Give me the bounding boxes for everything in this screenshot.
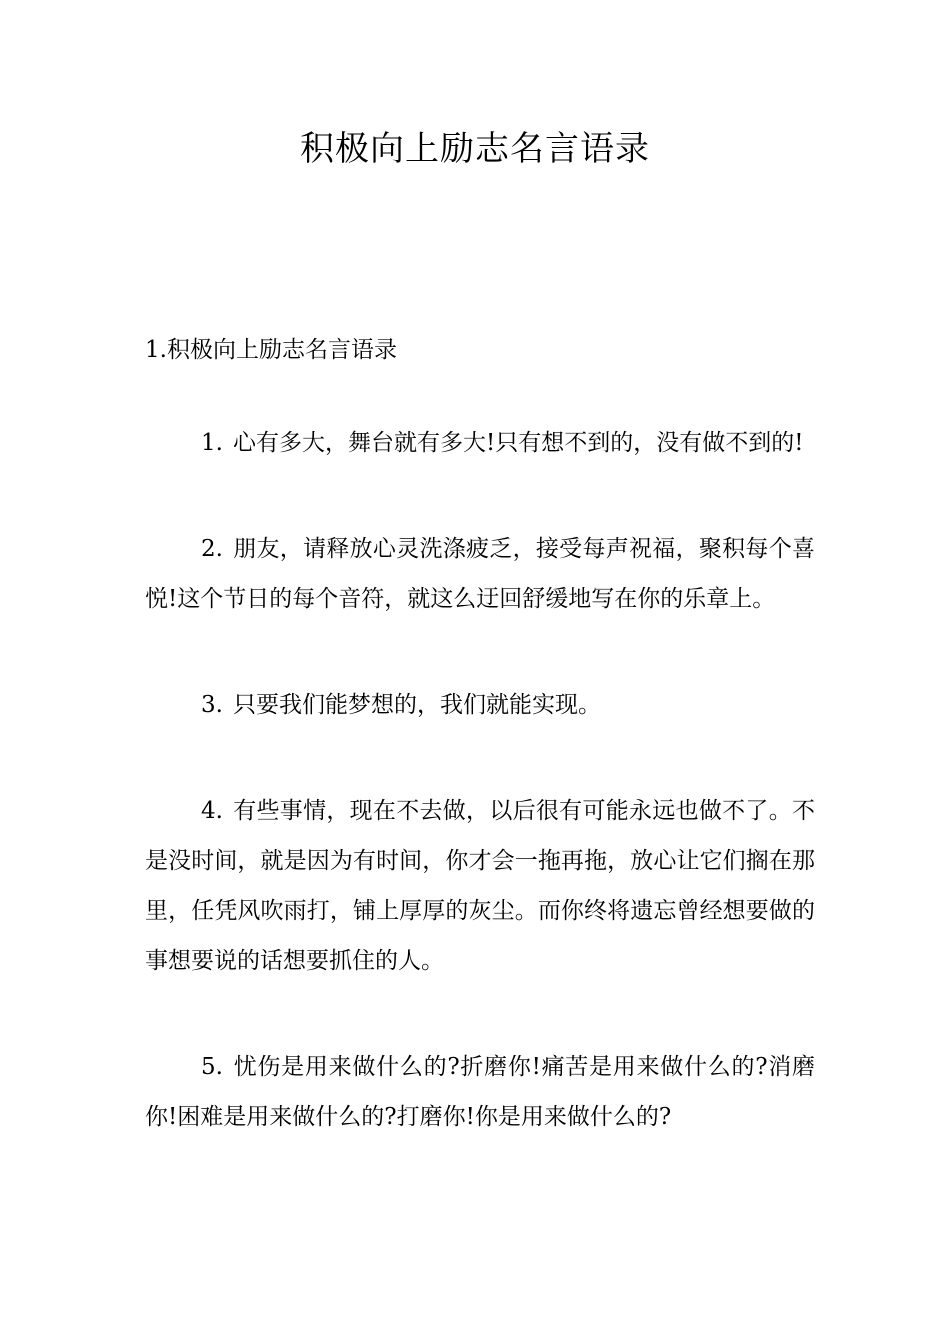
section-heading: 1.积极向上励志名言语录 bbox=[145, 337, 397, 363]
quote-list bbox=[145, 418, 815, 1198]
quote-item bbox=[145, 418, 815, 468]
quote-text: 有些事情，现在不去做，以后很有可能永远也做不了。不是没时间，就是因为有时间，你才会一拖再拖，放心让它们搁在那里，任凭风吹雨打，铺上厚厚的灰尘。而你终将遗忘曾经想要做的事想要说的话想要抓住的人。 bbox=[145, 798, 815, 974]
quote-number: 1. bbox=[201, 430, 223, 456]
quote-text: 只要我们能梦想的，我们就能实现。 bbox=[232, 692, 601, 718]
quote-item bbox=[145, 524, 815, 624]
quote-text: 忧伤是用来做什么的?折磨你!痛苦是用来做什么的?消磨你!困难是用来做什么的?打磨你!你是用来做什么的? bbox=[145, 1054, 815, 1130]
quote-text: 朋友，请释放心灵洗涤疲乏，接受每声祝福，聚积每个喜悦!这个节日的每个音符，就这么迂回舒缓地写在你的乐章上。 bbox=[145, 536, 815, 612]
quote-item bbox=[145, 786, 815, 986]
quote-item bbox=[145, 1042, 815, 1142]
quote-item bbox=[145, 680, 815, 730]
quote-number: 4. bbox=[201, 798, 223, 824]
document-title: 积极向上励志名言语录 bbox=[300, 129, 650, 169]
quote-text: 心有多大，舞台就有多大!只有想不到的，没有做不到的! bbox=[232, 430, 804, 456]
quote-number: 3. bbox=[201, 692, 223, 718]
quote-number: 5. bbox=[201, 1054, 223, 1080]
quote-number: 2. bbox=[201, 536, 223, 562]
